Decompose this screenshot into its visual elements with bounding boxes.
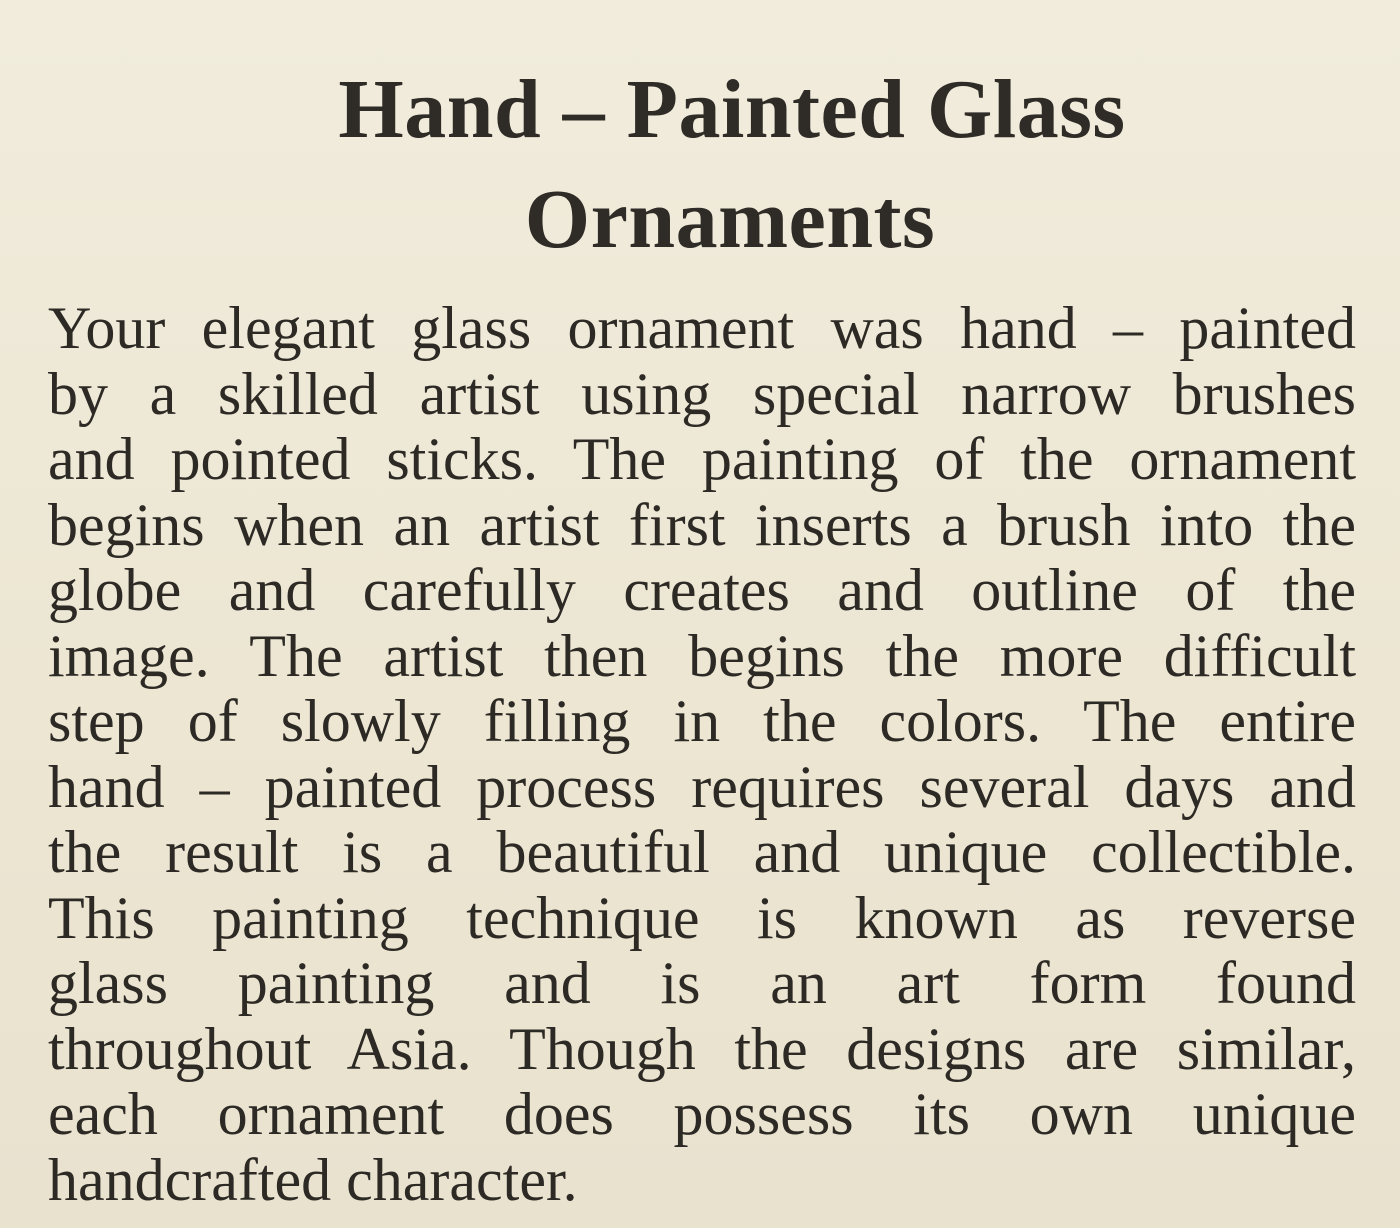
body-line: handcrafted character. <box>48 1146 578 1213</box>
body-line: by a skilled artist using special narrow brushes <box>48 360 1356 427</box>
body-line: step of slowly filling in the colors. The entire <box>48 688 1356 754</box>
body-line: each ornament does possess its own unique <box>48 1081 1356 1147</box>
body-line: throughout Asia. Though the designs are similar, <box>48 1015 1356 1082</box>
body-line: glass painting and is an art form found <box>48 950 1356 1016</box>
body-line: and pointed sticks. The painting of the ornament <box>48 426 1356 492</box>
document-title-line-1: Hand – Painted Glass <box>338 63 1126 156</box>
body-line: hand – painted process requires several days and <box>48 753 1356 820</box>
document-title-line-2: Ornaments <box>524 173 936 266</box>
body-line: globe and carefully creates and outline of the <box>48 557 1356 623</box>
body-line: the result is a beautiful and unique collectible. <box>48 819 1356 885</box>
body-line: image. The artist then begins the more difficult <box>48 622 1356 689</box>
document-body <box>48 296 1356 1213</box>
body-line: This painting technique is known as reverse <box>48 884 1356 951</box>
body-line: Your elegant glass ornament was hand – painted <box>48 295 1356 361</box>
body-line: begins when an artist first inserts a brush into the <box>48 491 1356 558</box>
